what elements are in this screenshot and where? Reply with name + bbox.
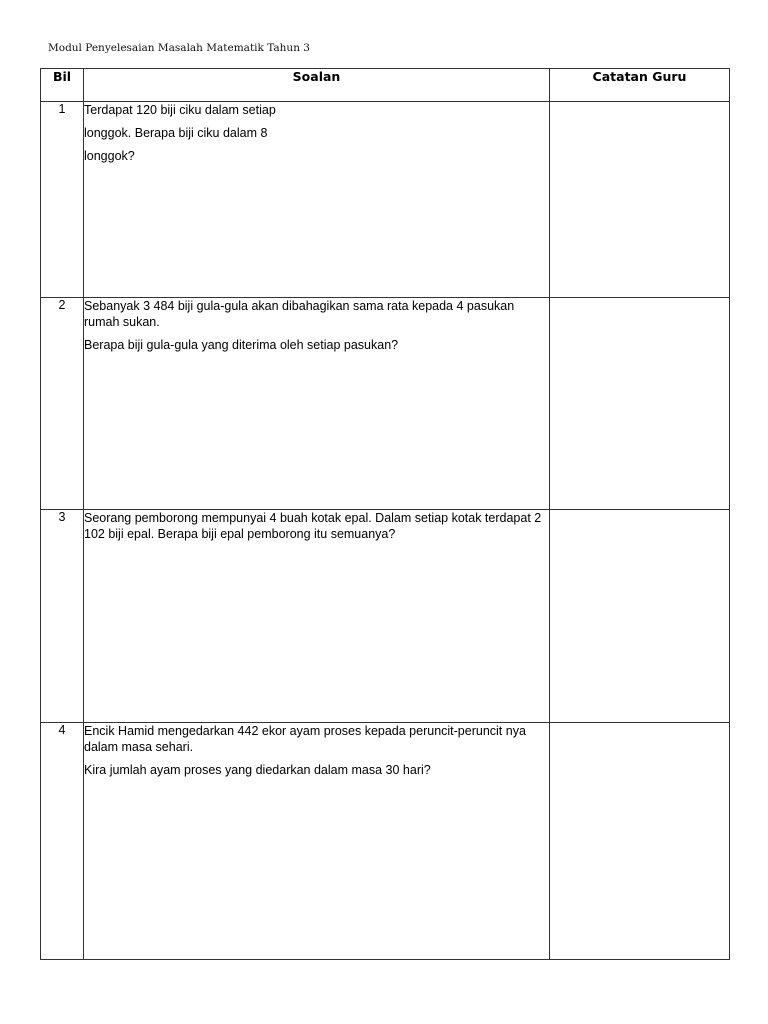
question-text: Kira jumlah ayam proses yang diedarkan dalam masa 30 hari? xyxy=(84,763,431,777)
question-text: Sebanyak 3 484 biji gula-gula akan dibahagikan sama rata kepada 4 pasukan rumah sukan. xyxy=(84,299,515,329)
question-cell xyxy=(84,510,550,723)
row-number: 3 xyxy=(41,510,84,723)
question-cell xyxy=(84,298,550,510)
row-number: 2 xyxy=(41,298,84,510)
question-text: Seorang pemborong mempunyai 4 buah kotak epal. Dalam setiap kotak terdapat 2 102 biji epal. Berapa biji epal pemborong itu semuanya? xyxy=(84,511,542,541)
row-number: 4 xyxy=(41,723,84,960)
table-row xyxy=(41,298,730,510)
column-header-catatan-guru: Catatan Guru xyxy=(550,69,730,102)
question-text: longgok? xyxy=(84,149,135,163)
document-header: Modul Penyelesaian Masalah Matematik Tahun 3 xyxy=(48,42,310,54)
teacher-notes-cell[interactable] xyxy=(550,298,730,510)
column-header-bil: Bil xyxy=(41,69,84,102)
table-row xyxy=(41,510,730,723)
question-text: Terdapat 120 biji ciku dalam setiap xyxy=(84,103,276,117)
table-row xyxy=(41,102,730,298)
question-cell xyxy=(84,723,550,960)
question-table xyxy=(40,68,730,960)
teacher-notes-cell[interactable] xyxy=(550,723,730,960)
row-number: 1 xyxy=(41,102,84,298)
column-header-soalan: Soalan xyxy=(84,69,550,102)
table-header-row xyxy=(41,69,730,102)
question-text: Encik Hamid mengedarkan 442 ekor ayam proses kepada peruncit-peruncit nya dalam masa sehari. xyxy=(84,724,526,754)
question-text: Berapa biji gula-gula yang diterima oleh setiap pasukan? xyxy=(84,338,399,352)
teacher-notes-cell[interactable] xyxy=(550,102,730,298)
table-row xyxy=(41,723,730,960)
question-text: longgok. Berapa biji ciku dalam 8 xyxy=(84,126,268,140)
teacher-notes-cell[interactable] xyxy=(550,510,730,723)
question-cell xyxy=(84,102,550,298)
